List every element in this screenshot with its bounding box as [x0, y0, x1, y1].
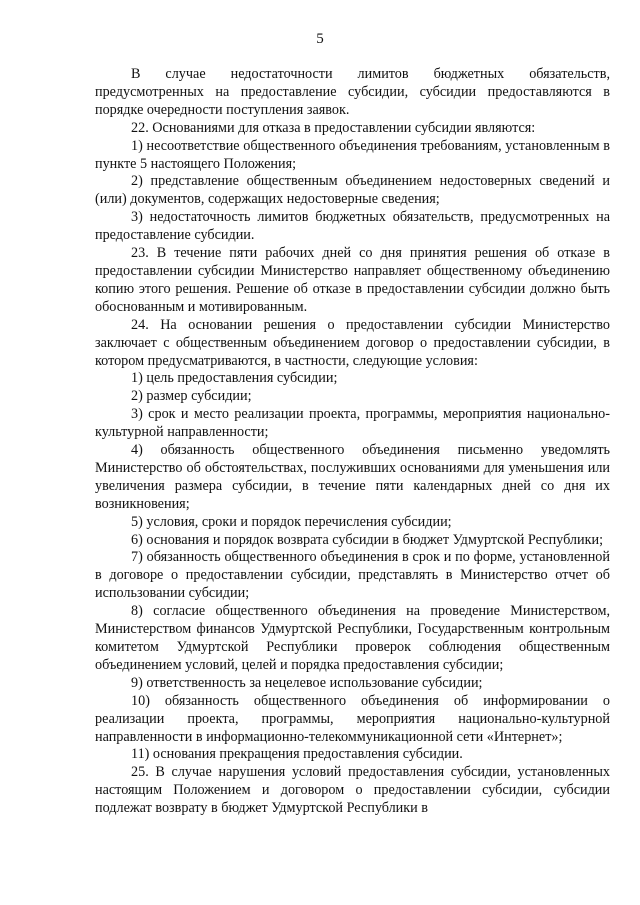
paragraph: 23. В течение пяти рабочих дней со дня принятия решения об отказе в предоставлении субсидии Министерство направляет общественному объединению копию этого решения. Решение об отказе в предоставлении субсидии должно быть обоснованным и мотивированным.: [95, 245, 610, 315]
paragraph: 5) условия, сроки и порядок перечисления субсидии;: [131, 513, 452, 530]
page-number: 5: [316, 31, 324, 47]
paragraph: 11) основания прекращения предоставления субсидии.: [131, 746, 463, 763]
paragraph: 8) согласие общественного объединения на проведение Министерством, Министерством финансов Удмуртской Республики, Государственным контрольным комитетом Удмуртской Республики проверок соблюдения общественным объединением условий, целей и порядка предоставления субсидии;: [95, 603, 610, 673]
paragraph: 3) срок и место реализации проекта, программы, мероприятия национально-культурной направленности;: [95, 406, 610, 441]
paragraph: 1) цель предоставления субсидии;: [131, 370, 338, 387]
paragraph: 1) несоответствие общественного объединения требованиям, установленным в пункте 5 настоящего Положения;: [95, 137, 610, 172]
paragraph: 10) обязанность общественного объединения об информировании о реализации проекта, программы, мероприятия национально-культурной направленности в информационно-телекоммуникационной сети «Интернет»;: [95, 692, 610, 745]
paragraph: 25. В случае нарушения условий предоставления субсидии, установленных настоящим Положением и договором о предоставлении субсидии, субсидии подлежат возврату в бюджет Удмуртской Республики в: [95, 764, 610, 817]
paragraph: В случае недостаточности лимитов бюджетных обязательств, предусмотренных на предоставление субсидии, субсидии предоставляются в порядке очередности поступления заявок.: [95, 66, 610, 118]
document-body: [95, 66, 610, 818]
paragraph: 4) обязанность общественного объединения письменно уведомлять Министерство об обстоятельствах, послуживших основаниями для уменьшения или увеличения размера субсидии, в течение пяти календарных дней со дня их возникновения;: [95, 442, 610, 512]
paragraph: 2) представление общественным объединением недостоверных сведений и (или) документов, содержащих недостоверные сведения;: [95, 173, 610, 208]
paragraph: 24. На основании решения о предоставлении субсидии Министерство заключает с общественным объединением договор о предоставлении субсидии, в котором предусматриваются, в частности, следующие условия:: [95, 316, 610, 369]
paragraph: 2) размер субсидии;: [131, 388, 252, 405]
paragraph: 22. Основаниями для отказа в предоставлении субсидии являются:: [131, 119, 536, 136]
paragraph: 6) основания и порядок возврата субсидии в бюджет Удмуртской Республики;: [131, 531, 604, 548]
paragraph: 9) ответственность за нецелевое использование субсидии;: [131, 674, 483, 691]
paragraph: 3) недостаточность лимитов бюджетных обязательств, предусмотренных на предоставление субсидии.: [95, 209, 610, 244]
paragraph: 7) обязанность общественного объединения в срок и по форме, установленной в договоре о предоставлении субсидии, представлять в Министерство отчет об использовании субсидии;: [95, 549, 610, 602]
